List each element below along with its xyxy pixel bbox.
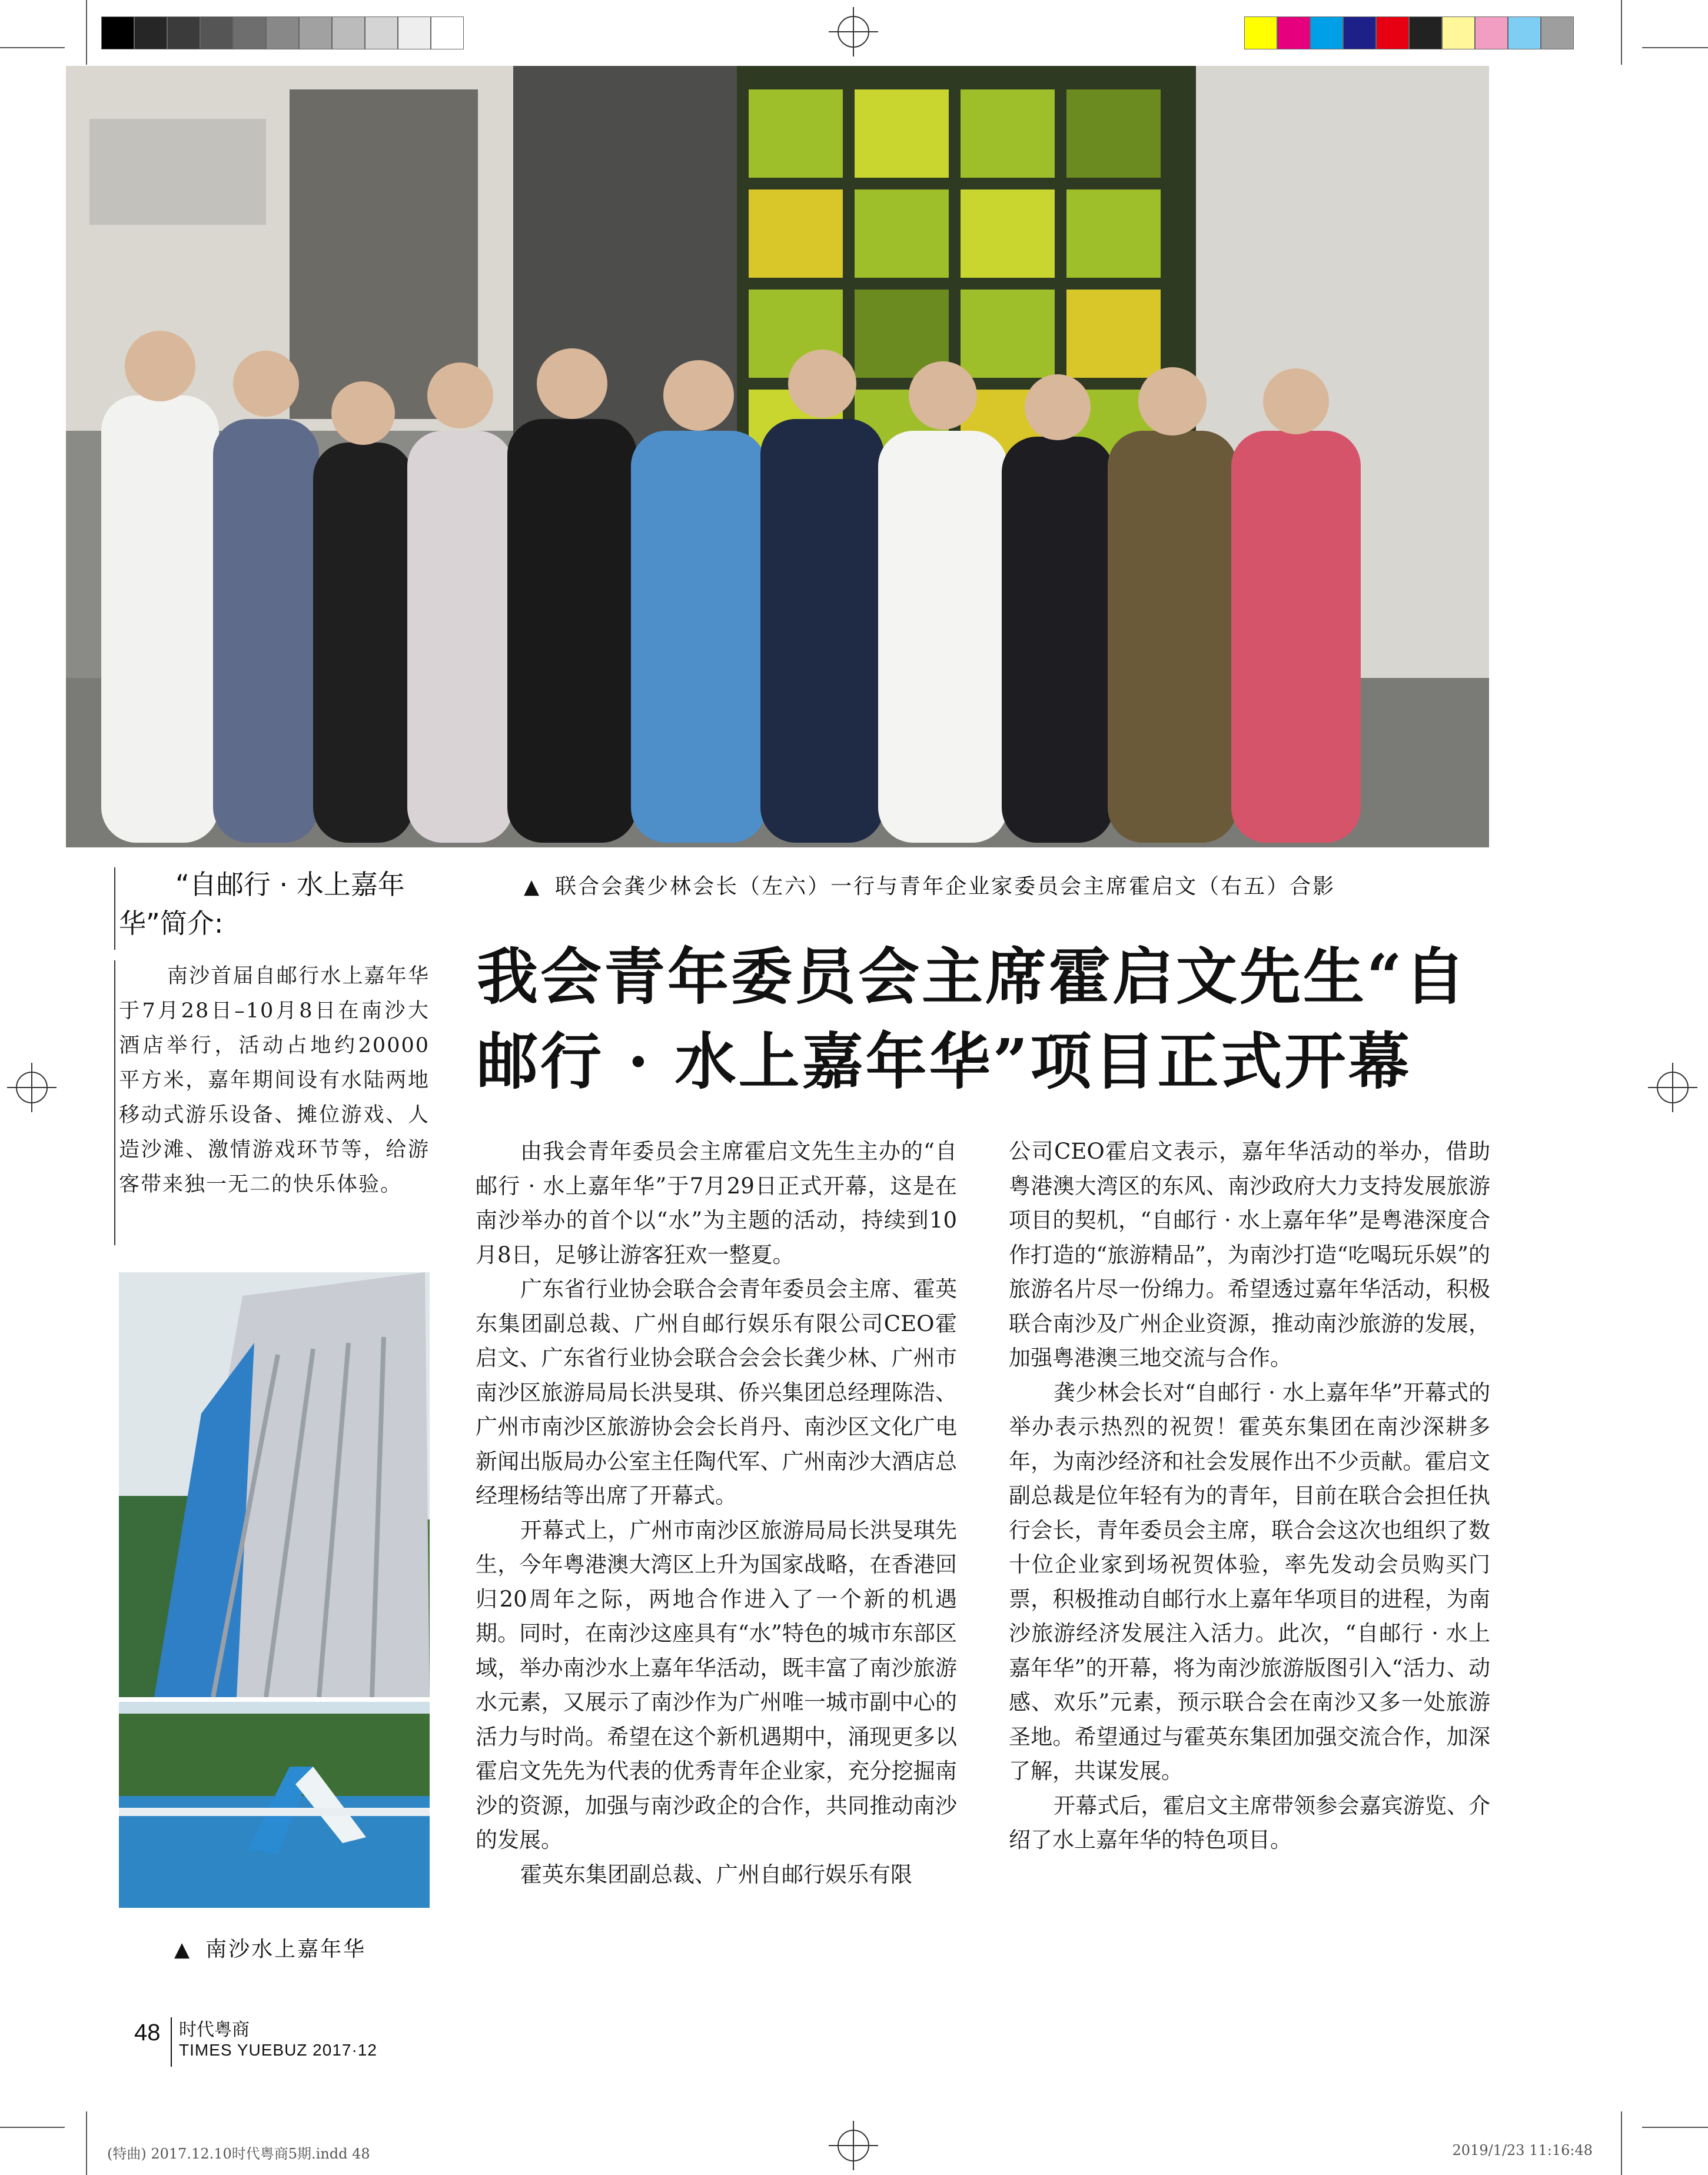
color-swatch (1310, 16, 1343, 49)
article-paragraph: 霍英东集团副总裁、广州自邮行娱乐有限 (520, 1861, 912, 1887)
color-swatch (1409, 16, 1442, 49)
triangle-up-icon: ▲ (524, 875, 541, 899)
page-number: 48 (134, 2020, 161, 2046)
color-swatch (1475, 16, 1508, 49)
magazine-issue: TIMES YUEBUZ 2017·12 (179, 2041, 377, 2059)
color-swatch (167, 16, 200, 49)
color-swatch (200, 16, 233, 49)
article-paragraph: 开幕式上，广州市南沙区旅游局局长洪旻琪先生，今年粤港澳大湾区上升为国家战略，在香港回归20周年之际，两地合作进入了一个新的机遇期。同时，在南沙这座具有“水”特色的城市东部区域，举办南沙水上嘉年华活动，既丰富了南沙旅游水元素，又展示了南沙作为广州唯一城市副中心的活力与时尚。希望在这个新机遇期中，涌现更多以霍启文先先为代表的优秀青年企业家，充分挖掘南沙的资源，加强与南沙政企的合作，共同推动南沙的发展。 (476, 1517, 957, 1853)
water-park-photo (119, 1702, 430, 1908)
water-park-caption-text: 南沙水上嘉年华 (205, 1937, 367, 1961)
crop-mark (1642, 47, 1708, 48)
magazine-name: 时代粤商 (179, 2020, 250, 2040)
footer-divider (171, 2017, 172, 2067)
print-slug-file: (特曲) 2017.12.10时代粤商5期.indd 48 (107, 2146, 370, 2162)
color-swatch (233, 16, 266, 49)
registration-mark-right (1648, 1063, 1697, 1112)
group-photo (66, 66, 1489, 847)
registration-mark-bottom (829, 2121, 878, 2170)
print-slug-timestamp: 2019/1/23 11:16:48 (1452, 2142, 1593, 2159)
color-swatch (299, 16, 332, 49)
sidebar-title: “自邮行 · 水上嘉年华”简介: (119, 869, 405, 939)
color-swatch (1541, 16, 1574, 49)
color-swatch (1442, 16, 1475, 49)
water-park-caption (174, 1933, 366, 1963)
crop-mark (86, 0, 87, 65)
article-headline: 我会青年委员会主席霍启文先生“自邮行 · 水上嘉年华”项目正式开幕 (477, 940, 1468, 1098)
color-swatch (134, 16, 167, 49)
crop-mark (0, 47, 65, 48)
gray-calibration-strip (101, 16, 464, 49)
color-swatch (101, 16, 134, 49)
crop-mark (1621, 2111, 1622, 2175)
article-paragraph-continued: 公司CEO霍启文表示，嘉年华活动的举办，借助粤港澳大湾区的东风、南沙政府大力支持发展旅游项目的契机，“自邮行 · 水上嘉年华”是粤港深度合作打造的“旅游精品”，为南沙打造“吃喝玩乐娱”的旅游名片尽一份绵力。希望透过嘉年华活动，积极联合南沙及广州企业资源，推动南沙旅游的发展，加强粤港澳三地交流与合作。 (1009, 1139, 1490, 1371)
article-paragraph: 龚少林会长对“自邮行 · 水上嘉年华”开幕式的举办表示热烈的祝贺！霍英东集团在南沙深耕多年，为南沙经济和社会发展作出不少贡献。霍启文副总裁是位年轻有为的青年，目前在联合会担任执行会长，青年委员会主席，联合会这次也组织了数十位企业家到场祝贺体验，率先发动会员购买门票，积极推动自邮行水上嘉年华项目的进程，为南沙旅游经济发展注入活力。此次，“自邮行 · 水上嘉年华”的开幕，将为南沙旅游版图引入“活力、动感、欢乐”元素，预示联合会在南沙又多一处旅游圣地。希望通过与霍英东集团加强交流合作，加深了解，共谋发展。 (1009, 1379, 1490, 1784)
triangle-up-icon: ▲ (174, 1938, 192, 1961)
registration-mark-left (7, 1063, 57, 1112)
article-column-left (476, 1135, 957, 1892)
crop-mark (1621, 0, 1622, 65)
color-swatch (332, 16, 365, 49)
article-column-right (1009, 1135, 1490, 1858)
article-paragraph: 广东省行业协会联合会青年委员会主席、霍英东集团副总裁、广州自邮行娱乐有限公司CEO霍启文、广东省行业协会联合会会长龚少林、广州市南沙区旅游局局长洪旻琪、侨兴集团总经理陈浩、广州市南沙区旅游协会会长肖丹、南沙区文化广电新闻出版局办公室主任陶代军、广州南沙大酒店总经理杨结等出席了开幕式。 (476, 1276, 957, 1508)
color-swatch (1508, 16, 1541, 49)
sidebar-divider (114, 867, 115, 950)
crop-mark (0, 2127, 65, 2128)
color-swatch (365, 16, 398, 49)
registration-mark-top (829, 7, 878, 56)
color-swatch (398, 16, 431, 49)
color-swatch (431, 16, 464, 49)
color-swatch (1376, 16, 1409, 49)
article-paragraph: 由我会青年委员会主席霍启文先生主办的“自邮行 · 水上嘉年华”于7月29日正式开幕，这是在南沙举办的首个以“水”为主题的活动，持续到10月8日，足够让游客狂欢一整夏。 (476, 1139, 957, 1268)
group-photo-caption (524, 870, 1335, 900)
color-swatch (266, 16, 299, 49)
crop-mark (86, 2111, 87, 2175)
article-paragraph: 开幕式后，霍启文主席带领参会嘉宾游览、介绍了水上嘉年华的特色项目。 (1009, 1792, 1490, 1853)
crop-mark (1642, 2127, 1708, 2128)
color-swatch (1244, 16, 1277, 49)
water-slide-photo (119, 1272, 430, 1697)
color-swatch (1343, 16, 1376, 49)
sidebar-divider (114, 960, 115, 1245)
sidebar-body: 南沙首届自邮行水上嘉年华于7月28日–10月8日在南沙大酒店举行，活动占地约20000平方米，嘉年期间设有水陆两地移动式游乐设备、摊位游戏、人造沙滩、激情游戏环节等，给游客带来独一无二的快乐体验。 (119, 965, 430, 1196)
color-calibration-strip (1244, 16, 1574, 49)
group-photo-caption-text: 联合会龚少林会长（左六）一行与青年企业家委员会主席霍启文（右五）合影 (555, 874, 1336, 899)
color-swatch (1277, 16, 1310, 49)
